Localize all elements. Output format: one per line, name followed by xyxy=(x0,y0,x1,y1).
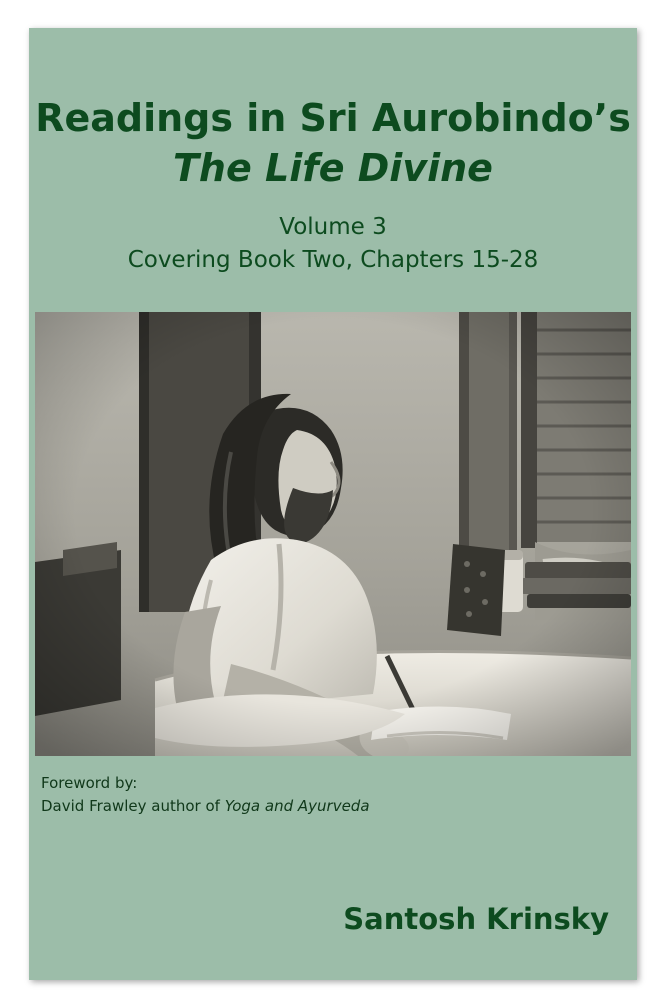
sri-aurobindo-writing-photo xyxy=(35,312,631,756)
page-title: Readings in Sri Aurobindo’s xyxy=(35,96,631,140)
cover-photo xyxy=(35,312,631,756)
coverage-label: Covering Book Two, Chapters 15-28 xyxy=(127,247,539,274)
cover-author: Santosh Krinsky xyxy=(343,902,609,936)
foreword-author-line xyxy=(41,795,601,818)
title-block xyxy=(29,28,637,308)
book-title-italic: The Life Divine xyxy=(173,145,493,190)
volume-label: Volume 3 xyxy=(279,214,387,241)
foreword-block xyxy=(41,772,601,817)
foreword-author: David Frawley author of xyxy=(41,796,225,815)
foreword-author-book: Yoga and Ayurveda xyxy=(224,796,370,815)
book-cover xyxy=(29,28,637,980)
foreword-label: Foreword by: xyxy=(41,774,138,792)
